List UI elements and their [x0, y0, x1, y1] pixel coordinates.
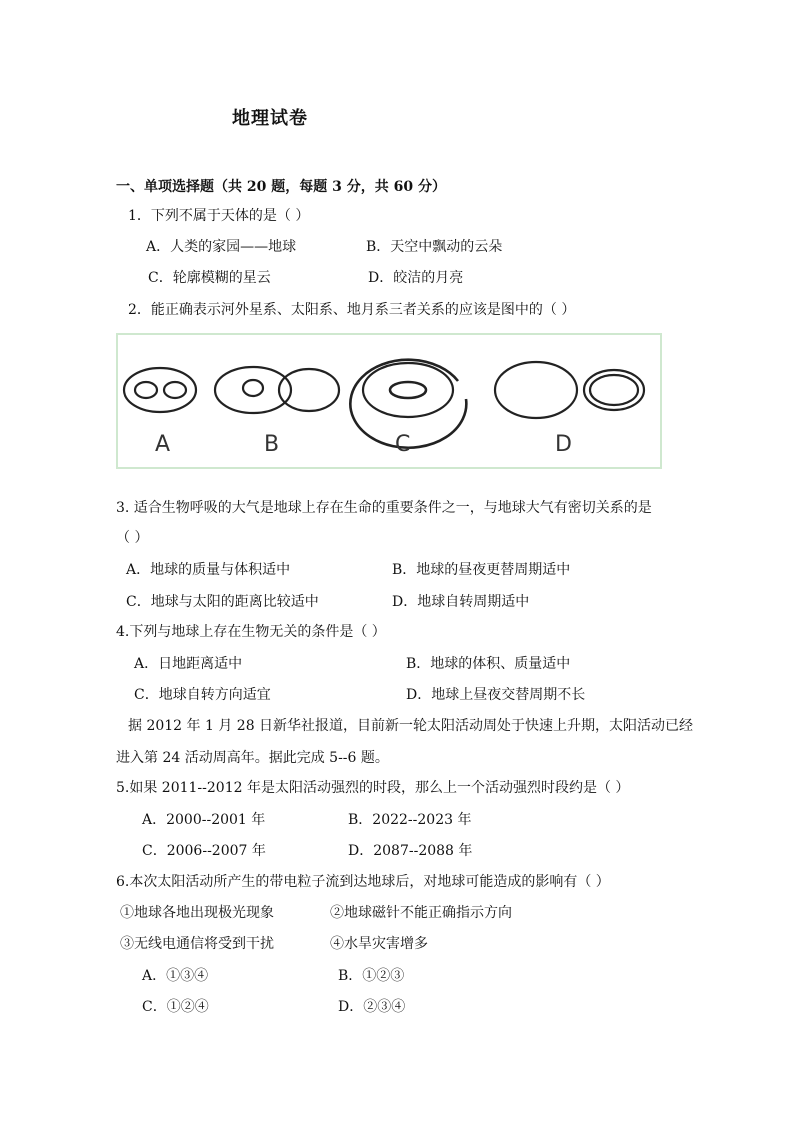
question-1-option-b: B．天空中飘动的云朵	[366, 239, 503, 255]
question-5-option-a: A．2000--2001 年	[142, 812, 266, 828]
diagram-label-d: D	[555, 432, 572, 457]
question-5-stem: 5.如果 2011--2012 年是太阳活动强烈的时段，那么上一个活动强烈时段约是（ ）	[116, 780, 630, 796]
question-1-option-d: D．皎洁的月亮	[368, 270, 464, 286]
question-6-stem: 6.本次太阳活动所产生的带电粒子流到达地球后，对地球可能造成的影响有（ ）	[116, 874, 610, 890]
question-1-stem: 1．下列不属于天体的是（ ）	[128, 208, 310, 224]
diagram-option-a	[124, 368, 196, 412]
diagram-label-a: A	[155, 432, 171, 457]
question-3-option-b: B．地球的昼夜更替周期适中	[392, 562, 571, 578]
question-3-option-c: C．地球与太阳的距离比较适中	[126, 594, 319, 610]
question-2-figure	[116, 333, 662, 469]
page-title: 地理试卷	[232, 108, 308, 129]
question-4-option-b: B．地球的体积、质量适中	[406, 656, 571, 672]
passage-line-2: 进入第 24 活动周高年。据此完成 5--6 题。	[116, 750, 389, 766]
question-6-option-c: C．①②④	[142, 999, 209, 1015]
question-3-option-d: D．地球自转周期适中	[392, 594, 530, 610]
question-5-option-d: D．2087--2088 年	[348, 843, 473, 859]
question-6-option-b: B．①②③	[338, 968, 405, 984]
question-3-stem-line-2: （ ）	[116, 530, 149, 546]
diagram-label-c: C	[395, 432, 411, 457]
diagram-option-d	[495, 362, 644, 418]
question-1-option-c: C．轮廓模糊的星云	[148, 270, 271, 286]
question-6-item-3: ③无线电通信将受到干扰	[120, 936, 274, 952]
question-4-option-c: C．地球自转方向适宜	[134, 687, 271, 703]
question-6-item-4: ④水旱灾害增多	[330, 936, 428, 952]
question-1-option-a: A．人类的家园——地球	[146, 239, 297, 255]
diagram-label-b: B	[264, 432, 280, 457]
question-3-stem-line-1: 3. 适合生物呼吸的大气是地球上存在生命的重要条件之一，与地球大气有密切关系的是	[116, 500, 652, 516]
question-6-option-d: D．②③④	[338, 999, 406, 1015]
question-6-item-2: ②地球磁针不能正确指示方向	[330, 905, 512, 921]
question-6-item-1: ①地球各地出现极光现象	[120, 905, 274, 921]
passage-line-1: 据 2012 年 1 月 28 日新华社报道，目前新一轮太阳活动周处于快速上升期，太阳活动已经	[128, 718, 694, 734]
question-6-option-a: A．①③④	[142, 968, 209, 984]
question-2-stem: 2．能正确表示河外星系、太阳系、地月系三者关系的应该是图中的（ ）	[128, 302, 576, 318]
question-4-stem: 4.下列与地球上存在生物无关的条件是（ ）	[116, 624, 386, 640]
question-3-option-a: A．地球的质量与体积适中	[126, 562, 291, 578]
question-5-option-b: B．2022--2023 年	[348, 812, 472, 828]
diagram-option-b	[215, 367, 339, 413]
section-heading: 一、单项选择题（共 20 题，每题 3 分，共 60 分）	[116, 179, 446, 195]
question-4-option-a: A．日地距离适中	[134, 656, 243, 672]
ellipse-diagram	[118, 335, 664, 471]
question-4-option-d: D．地球上昼夜交替周期不长	[406, 687, 586, 703]
question-5-option-c: C．2006--2007 年	[142, 843, 266, 859]
